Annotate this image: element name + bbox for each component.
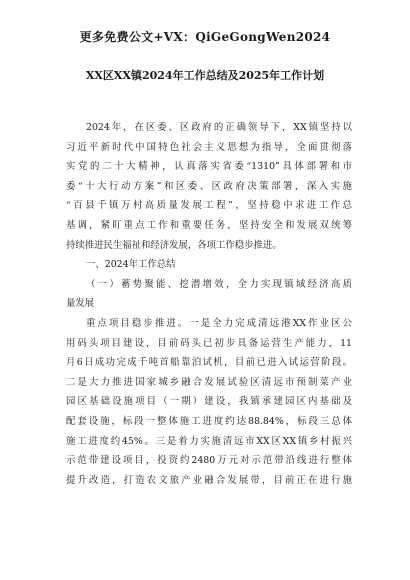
paragraph-line: 委“十大行动方案”和区委、区政府决策部署，深入实施 [66,180,352,192]
document-body [66,118,352,490]
paragraph-line: 实党的二十大精神，认真落实省委“1310”具体部署和市 [66,161,352,173]
subsection-heading: 量发展 [66,298,95,310]
paragraph-line: 配套设施，标段一整体施工进度约达88.84%，标段三总体 [66,415,352,427]
paragraph-line: 月6日成功完成千吨首船靠泊试机，目前已进入试运营阶段。 [66,357,352,369]
paragraph-line: 重点项目稳步推进。一是全力完成清远港XX作业区公 [86,317,352,329]
paragraph-line: “百县千镇万村高质量发展工程”，坚持稳中求进工作总 [66,200,352,212]
paragraph-line: 习近平新时代中国特色社会主义思想为指导，全面贯彻落 [66,141,352,153]
paragraph-line: 持续推进民生福祉和经济发展，各项工作稳步推进。 [66,239,282,251]
subsection-heading: （一）蓄势聚能、挖潜增效，全力实现镇域经济高质 [86,278,352,290]
watermark-header: 更多免费公文+VX：QiGeGongWen2024 [79,30,331,44]
paragraph-line: 园区基础设施项目（一期）建设，我镇承建园区内基础及 [66,396,352,408]
paragraph-line: 提升改造，打造农文旅产业融合发展带，目前正在进行施 [66,474,352,486]
paragraph-line: 基调，紧盯重点工作和重要任务，坚持安全和发展双统筹 [66,219,352,231]
paragraph-line: 二是大力推进国家城乡融合发展试验区清远市预制菜产业 [66,376,352,388]
paragraph-line: 2024年，在区委、区政府的正确领导下，XX镇坚持以 [86,122,352,133]
document-title: XX区XX镇2024年工作总结及2025年工作计划 [85,69,325,82]
paragraph-line: 用码头项目建设，目前码头已初步具备运营生产能力，11 [66,337,352,349]
section-heading: 一、2024年工作总结 [86,259,176,271]
paragraph-line: 施工进度约45%。三是着力实施清远市XX区XX镇乡村振兴 [66,435,352,447]
paragraph-line: 示范带建设项目，投资约2480万元对示范带沿线进行整体 [66,455,352,467]
